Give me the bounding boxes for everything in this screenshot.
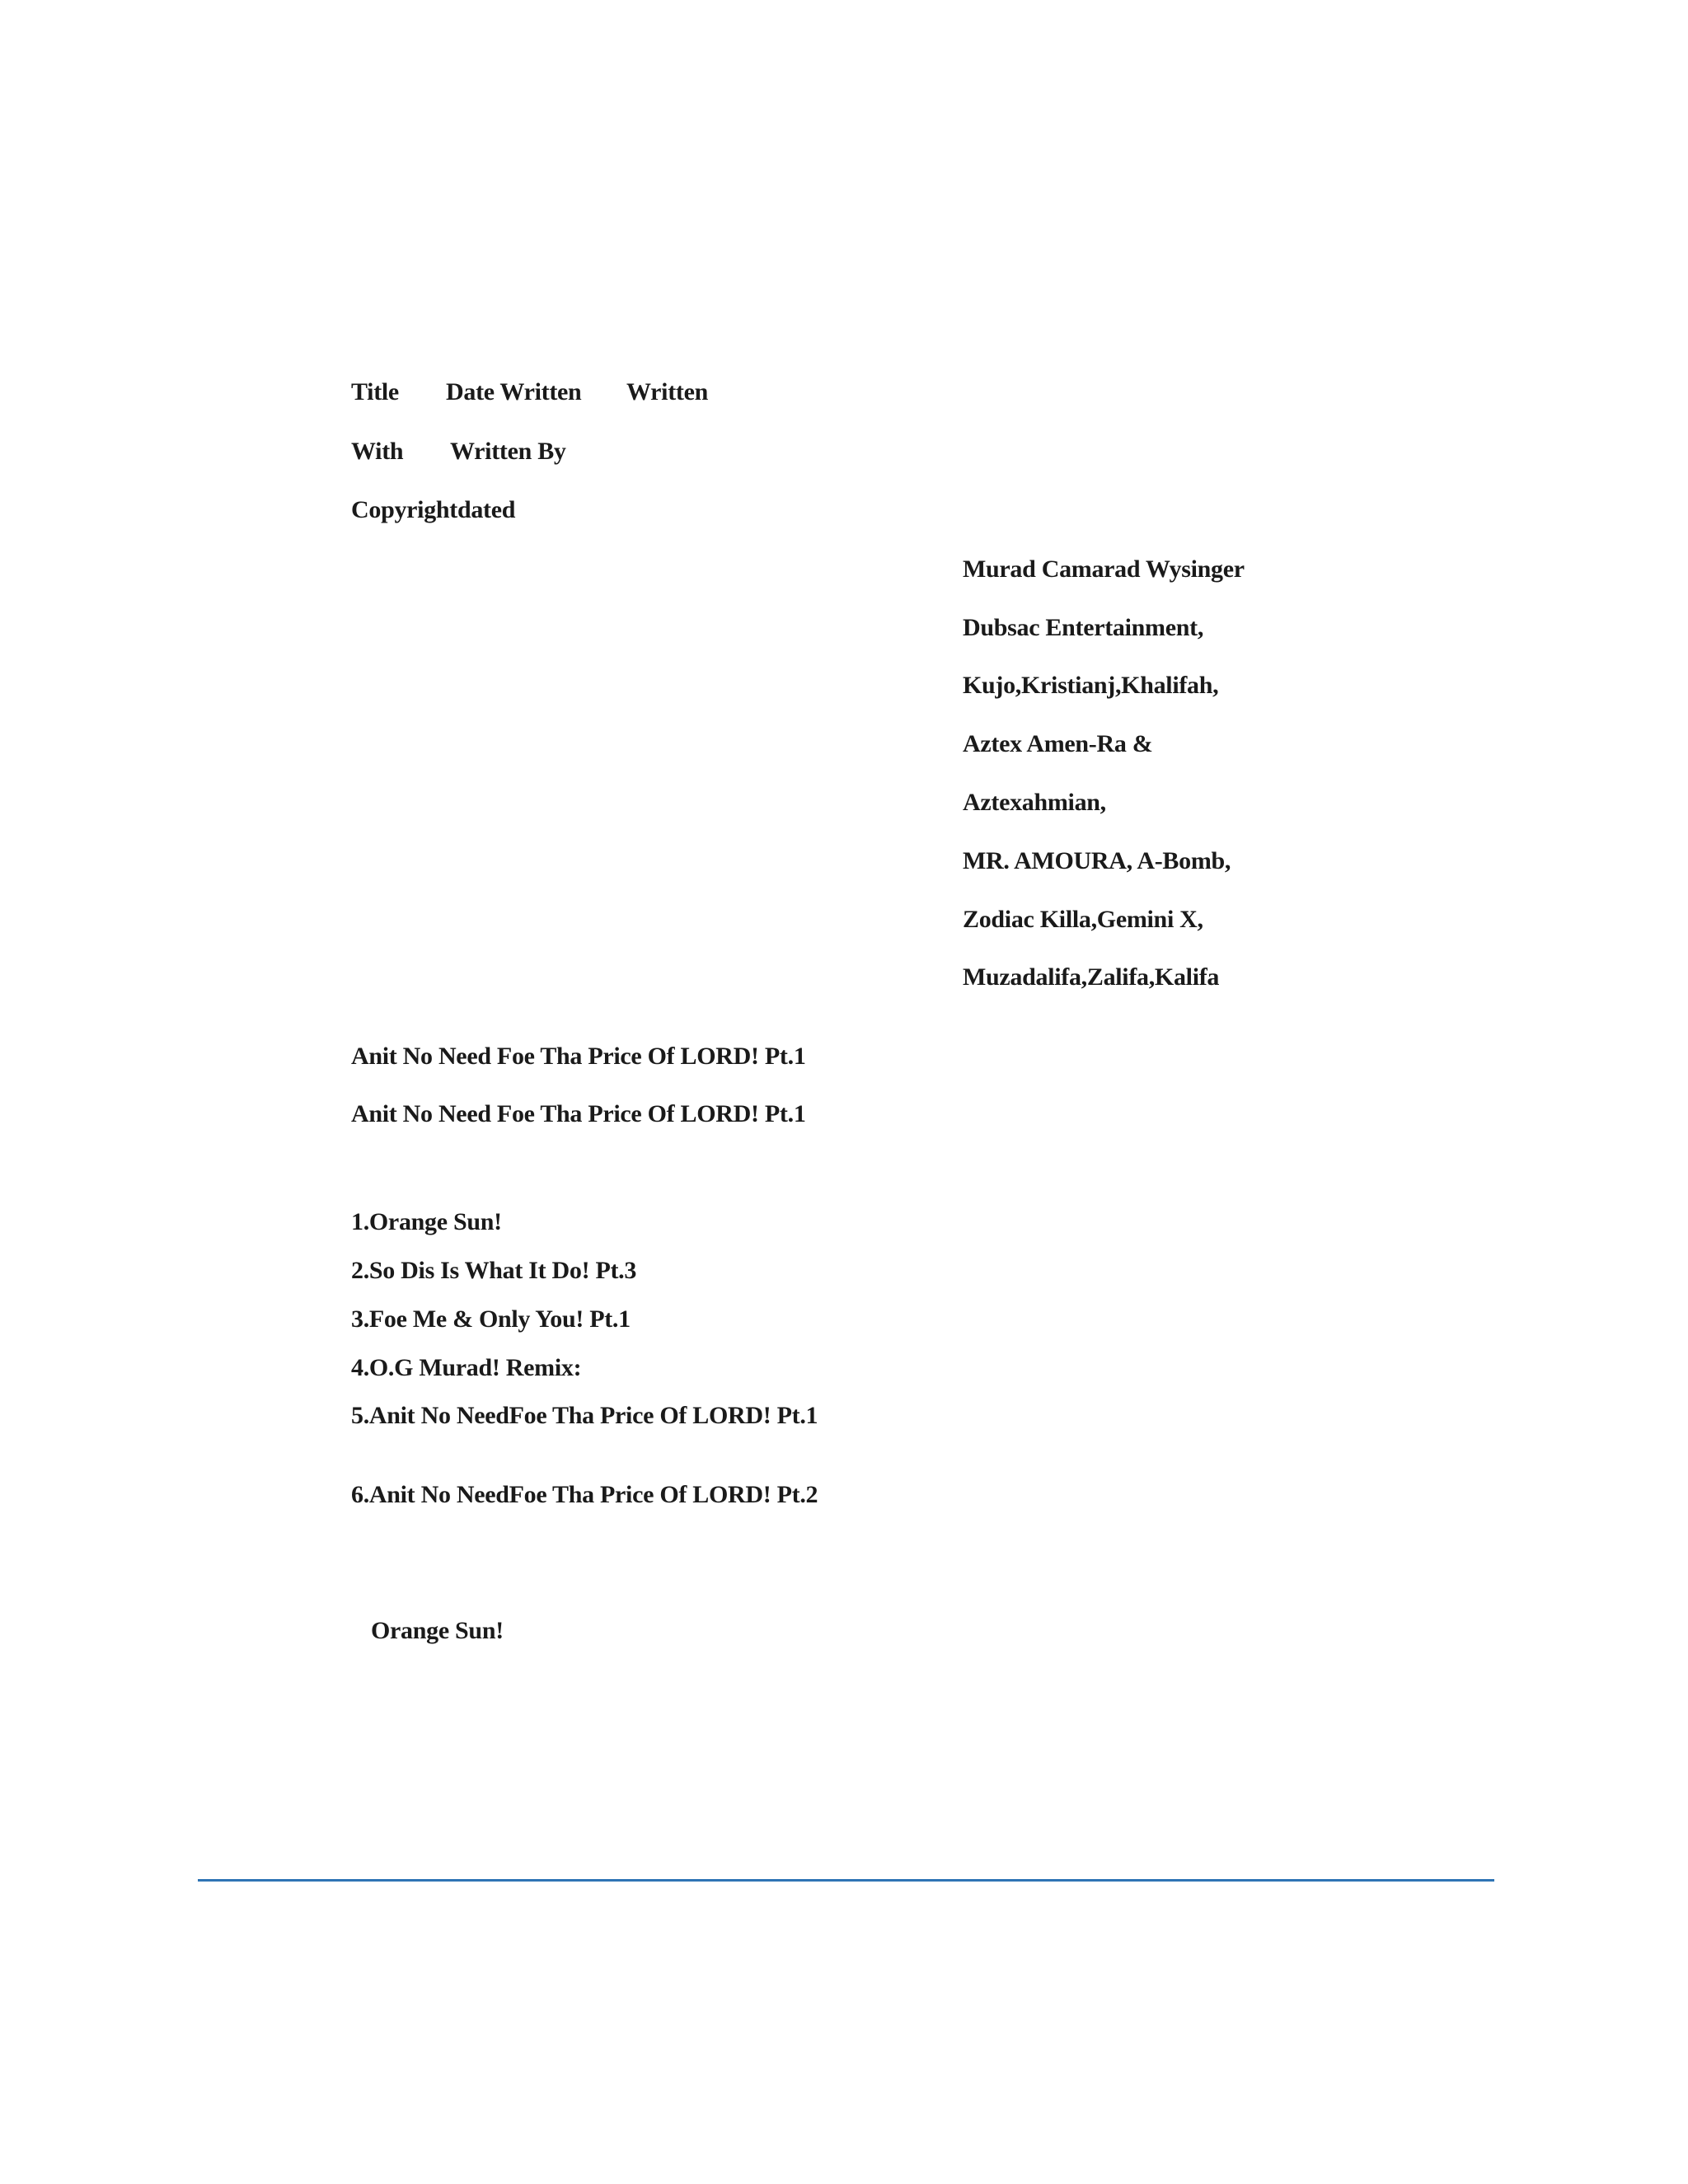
credit-line: Aztex Amen-Ra & [963, 730, 1153, 757]
with-label: With [351, 438, 404, 465]
credit-line: Aztexahmian, [963, 789, 1106, 816]
copyright-label: Copyrightdated [351, 496, 516, 523]
date-written-label: Date Written [446, 378, 582, 405]
track-item: 2.So Dis Is What It Do! Pt.3 [351, 1257, 637, 1284]
track-item: 5.Anit No NeedFoe Tha Price Of LORD! Pt.1 [351, 1402, 818, 1429]
credit-line: MR. AMOURA, A-Bomb, [963, 847, 1231, 874]
written-by-label: Written By [450, 438, 566, 465]
track-item: 1.Orange Sun! [351, 1208, 502, 1235]
credit-line: Kujo,Kristianj,Khalifah, [963, 672, 1219, 699]
title-label: Title [351, 378, 399, 405]
written-label: Written [626, 378, 708, 405]
credit-line: Muzadalifa,Zalifa,Kalifa [963, 963, 1220, 991]
song-title: Anit No Need Foe Tha Price Of LORD! Pt.1 [351, 1043, 806, 1070]
credit-line: Zodiac Killa,Gemini X, [963, 906, 1203, 933]
track-item: 3.Foe Me & Only You! Pt.1 [351, 1305, 631, 1333]
song-title: Anit No Need Foe Tha Price Of LORD! Pt.1 [351, 1100, 806, 1127]
credit-line: Dubsac Entertainment, [963, 614, 1204, 641]
section-heading: Orange Sun! [371, 1617, 504, 1644]
credit-line: Murad Camarad Wysinger [963, 555, 1245, 583]
footer-divider [198, 1879, 1494, 1882]
track-item: 4.O.G Murad! Remix: [351, 1354, 582, 1381]
track-item: 6.Anit No NeedFoe Tha Price Of LORD! Pt.2 [351, 1481, 818, 1508]
